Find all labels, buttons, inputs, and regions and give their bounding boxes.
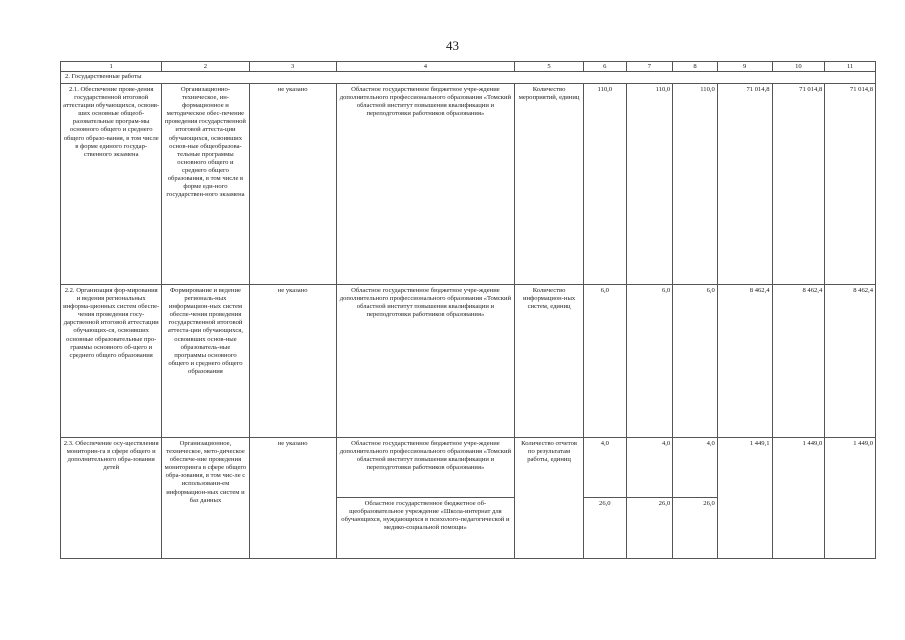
value-cell-8: 4,0 (673, 438, 718, 498)
section-row (61, 72, 876, 84)
indicator-cell: Количество информацион-ных систем, единиц (515, 285, 584, 438)
column-number: 4 (336, 62, 514, 72)
value-cell-6: 110,0 (584, 84, 627, 285)
page-number: 43 (446, 38, 459, 53)
basis-cell: не указано (249, 285, 336, 438)
value-cell-10: 71 014,8 (772, 84, 825, 285)
column-number: 11 (825, 62, 876, 72)
work-name-cell: 2.2. Организация фор-мирования и ведения региональных информа-ционных систем обеспе-чения проведения госу-дарственной итоговой аттестации обучающих-ся, освоивших основные образовательные про-граммы основного об-щего и среднего общего образования (61, 285, 162, 438)
column-number: 1 (61, 62, 162, 72)
indicator-cell: Количество мероприятий, единиц (515, 84, 584, 285)
column-number: 3 (249, 62, 336, 72)
basis-cell: не указано (249, 84, 336, 285)
work-name-cell: 2.3. Обеспечение осу-ществления мониторин-га в сфере общего и дополнительного обра-зования детей (61, 438, 162, 559)
value-cell-7: 4,0 (626, 438, 673, 498)
work-content-cell: Организационное, техническое, мето-дическое обеспече-ние проведения мониторинга в сфере общего обра-зования, в том чис-ле с использовани-ем информацион-ных систем и баз данных (162, 438, 249, 559)
column-number: 6 (584, 62, 627, 72)
executor-cell: Областное государственное бюджетное об-щеобразовательное учреждение «Школа-интернат для обучающихся, нуждающихся в психолого-педагогической и медико-социальной помощи» (336, 498, 514, 559)
value-cell-6: 26,0 (584, 498, 627, 559)
executor-cell: Областное государственное бюджетное учре-ждение дополнительного профессионального образования «Томский областной институт повышения квалификации и переподготовки работников образования» (336, 438, 514, 498)
column-number: 5 (515, 62, 584, 72)
value-cell-8: 6,0 (673, 285, 718, 438)
indicator-cell: Количество отчетов по результатам работы, единиц (515, 438, 584, 559)
state-works-table (60, 61, 876, 559)
work-content-cell: Организационно-техническое, ин-формационное и методическое обес-печение проведения государственной итоговой аттеста-ции обучающихся, освоивших основ-ные общеобразова-тельные программы основного общего и среднего общего образования, в том числе в форме еди-ного государствен-ного экзамена (162, 84, 249, 285)
value-cell-9: 8 462,4 (717, 285, 772, 438)
column-number: 8 (673, 62, 718, 72)
value-cell-9: 71 014,8 (717, 84, 772, 285)
executor-cell: Областное государственное бюджетное учре-ждение дополнительного профессионального образования «Томский областной институт повышения квалификации и переподготовки работников образования» (336, 84, 514, 285)
column-number: 10 (772, 62, 825, 72)
value-cell-10: 8 462,4 (772, 285, 825, 438)
table-row (61, 438, 876, 498)
value-cell-6: 6,0 (584, 285, 627, 438)
value-cell-8: 110,0 (673, 84, 718, 285)
table-row (61, 285, 876, 438)
value-cell-11: 71 014,8 (825, 84, 876, 285)
work-name-cell: 2.1. Обеспечение прове-дения государственной итоговой аттестации обучающихся, освоив-ших основные общеоб-разовательные програм-мы основного общего и среднего общего образо-вания, в том числе в форме единого государ-ственного экзамена (61, 84, 162, 285)
column-number-row (61, 62, 876, 72)
value-cell-7: 6,0 (626, 285, 673, 438)
table-row (61, 84, 876, 285)
value-cell-6: 4,0 (584, 438, 627, 498)
column-number: 2 (162, 62, 249, 72)
executor-cell: Областное государственное бюджетное учре-ждение дополнительного профессионального образования «Томский областной институт повышения квалификации и переподготовки работников образования» (336, 285, 514, 438)
column-number: 7 (626, 62, 673, 72)
basis-cell: не указано (249, 438, 336, 559)
value-cell-8: 26,0 (673, 498, 718, 559)
value-cell-7: 26,0 (626, 498, 673, 559)
value-cell-11: 1 449,0 (825, 438, 876, 559)
value-cell-9: 1 449,1 (717, 438, 772, 559)
value-cell-7: 110,0 (626, 84, 673, 285)
column-number: 9 (717, 62, 772, 72)
value-cell-10: 1 449,0 (772, 438, 825, 559)
value-cell-11: 8 462,4 (825, 285, 876, 438)
work-content-cell: Формирование и ведение региональ-ных информацион-ных систем обеспе-чения проведения государственной итоговой аттеста-ции обучающихся, освоивших основ-ные образователь-ные программы основного общего и среднего общего образования (162, 285, 249, 438)
section-title: 2. Государственные работы (61, 72, 876, 84)
